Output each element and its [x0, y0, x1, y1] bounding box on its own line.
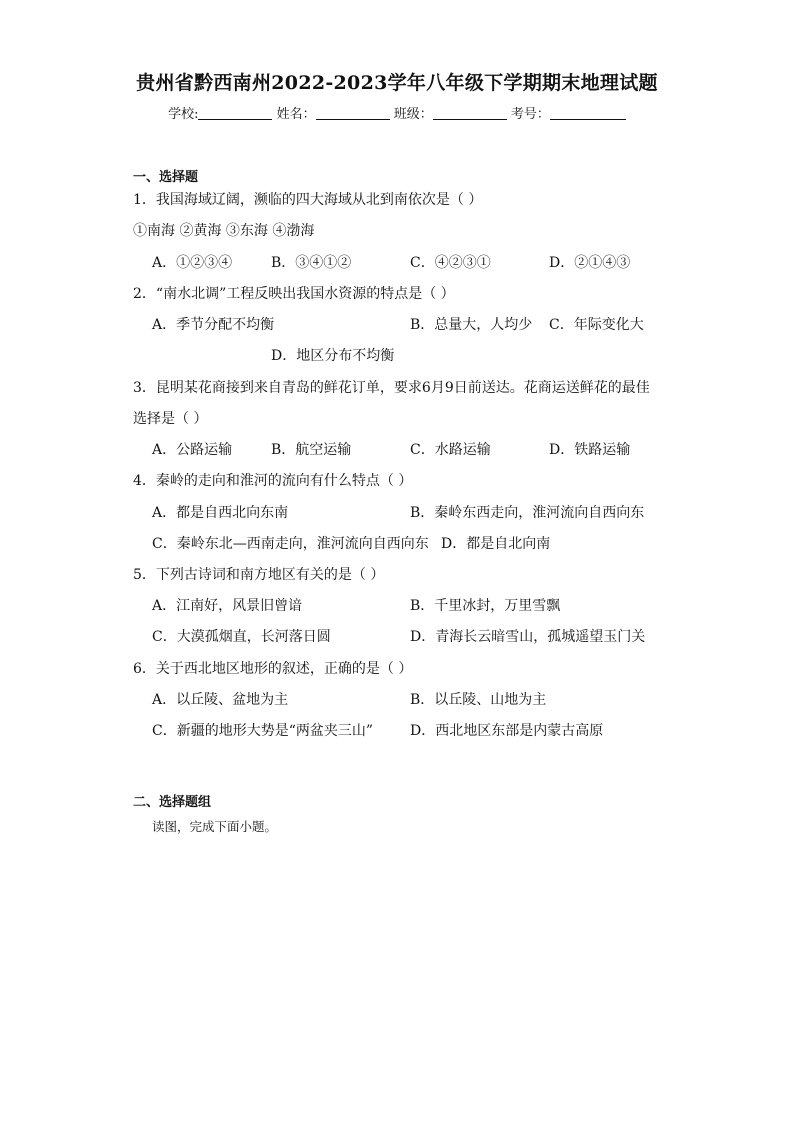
question-2-option-d: D．地区分布不均衡: [271, 348, 395, 364]
question-6-stem: 6．关于西北地区地形的叙述，正确的是（ ）: [133, 661, 413, 677]
number-blank: [550, 106, 626, 120]
class-blank: [433, 106, 507, 120]
question-3-option-a: A．公路运输: [152, 442, 233, 458]
question-5-option-a: A．江南好，风景旧曾谙: [152, 598, 303, 614]
number-label: 考号：: [510, 107, 550, 122]
question-1-items: ①南海 ②黄海 ③东海 ④渤海: [133, 223, 315, 239]
school-blank: [198, 106, 272, 120]
question-6-option-c: C．新疆的地形大势是“两盆夹三山”: [152, 723, 374, 739]
name-label: 姓名：: [276, 107, 316, 122]
question-4-option-c: C．秦岭东北—西南走向，淮河流向自西向东: [152, 536, 429, 552]
question-3-option-b: B．航空运输: [271, 442, 352, 458]
question-6-option-a: A．以丘陵、盆地为主: [152, 692, 289, 708]
question-4-option-a: A．都是自西北向东南: [152, 505, 289, 521]
section-heading-choice: 一、选择题: [133, 170, 199, 185]
question-3-option-d: D．铁路运输: [549, 442, 631, 458]
question-5-stem: 5．下列古诗词和南方地区有关的是（ ）: [133, 567, 385, 583]
question-6-option-b: B．以丘陵、山地为主: [410, 692, 547, 708]
class-label: 班级：: [393, 107, 433, 122]
school-label: 学校:: [168, 107, 199, 122]
question-4-option-d: D．都是自北向南: [441, 536, 551, 552]
name-blank: [316, 106, 390, 120]
question-1-option-d: D．②①④③: [549, 255, 631, 271]
section-heading-choice-group: 二、选择题组: [133, 795, 212, 810]
question-2-option-c: C．年际变化大: [549, 317, 644, 333]
question-3-stem-line-2: 选择是（ ）: [133, 411, 208, 427]
question-1-option-b: B．③④①②: [271, 255, 352, 271]
question-3-stem-line-1: 3．昆明某花商接到来自青岛的鲜花订单，要求6月9日前送达。花商运送鲜花的最佳: [133, 380, 650, 396]
question-1-option-c: C．④②③①: [410, 255, 491, 271]
page-title: 贵州省黔西南州2022-2023学年八年级下学期期末地理试题: [136, 72, 658, 94]
question-5-option-c: C．大漠孤烟直，长河落日圆: [152, 629, 331, 645]
question-5-option-b: B．千里冰封，万里雪飘: [410, 598, 561, 614]
section-2-instruction: 读图，完成下面小题。: [152, 819, 278, 834]
question-5-option-d: D．青海长云暗雪山，孤城遥望玉门关: [410, 629, 646, 645]
question-2-option-b: B．总量大，人均少: [410, 317, 533, 333]
question-2-option-a: A．季节分配不均衡: [152, 317, 275, 333]
question-6-option-d: D．西北地区东部是内蒙古高原: [410, 723, 604, 739]
question-1-stem: 1．我国海域辽阔，濒临的四大海域从北到南依次是（ ）: [133, 192, 483, 208]
question-3-option-c: C．水路运输: [410, 442, 491, 458]
question-1-option-a: A．①②③④: [152, 255, 233, 271]
question-4-option-b: B．秦岭东西走向，淮河流向自西向东: [410, 505, 645, 521]
question-4-stem: 4．秦岭的走向和淮河的流向有什么特点（ ）: [133, 473, 413, 489]
question-2-stem: 2．“南水北调”工程反映出我国水资源的特点是（ ）: [133, 286, 455, 302]
student-info-line: [0, 103, 794, 122]
